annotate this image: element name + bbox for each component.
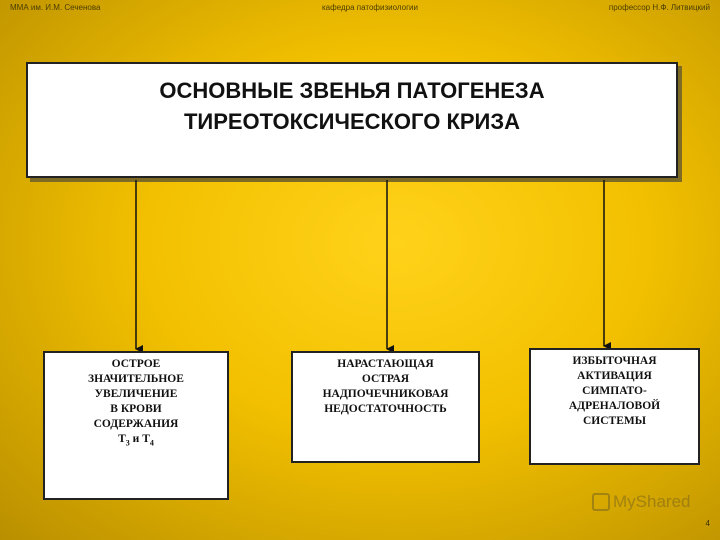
box-2-line: НЕДОСТАТОЧНОСТЬ — [324, 403, 447, 415]
box-3-line: ИЗБЫТОЧНАЯ — [572, 355, 657, 367]
box-3-line: АДРЕНАЛОВОЙ — [568, 400, 661, 412]
box-1-hormones — [45, 432, 227, 450]
box-1-line: УВЕЛИЧЕНИЕ — [94, 388, 178, 400]
box-2-line: НАДПОЧЕЧНИКОВАЯ — [322, 388, 449, 400]
hormone-t3-sub: 3 — [125, 438, 130, 448]
box-3-line: АКТИВАЦИЯ — [577, 370, 652, 382]
box-1-line: ЗНАЧИТЕЛЬНОЕ — [88, 373, 184, 385]
header-institution: ММА им. И.М. Сеченова — [10, 3, 101, 12]
box-hormone-increase — [43, 351, 229, 500]
box-2-line: НАРАСТАЮЩАЯ — [337, 358, 434, 370]
page-number: 4 — [705, 519, 710, 528]
watermark — [592, 492, 690, 512]
presentation-logo-icon — [592, 493, 610, 511]
box-2-line: ОСТРАЯ — [361, 373, 410, 385]
box-adrenal-insufficiency — [291, 351, 480, 463]
box-3-line: СИСТЕМЫ — [582, 415, 647, 427]
hormone-t4-letter: Т — [142, 433, 150, 445]
box-1-line: ОСТРОЕ — [111, 358, 161, 370]
box-1-line: В КРОВИ — [110, 403, 162, 415]
title-line-2: ТИРЕОТОКСИЧЕСКОГО КРИЗА — [183, 109, 521, 134]
title-line-1: ОСНОВНЫЕ ЗВЕНЬЯ ПАТОГЕНЕЗА — [159, 78, 545, 103]
header-department: кафедра патофизиологии — [322, 3, 418, 12]
box-3-line: СИМПАТО- — [582, 385, 647, 397]
watermark-text: MyShared — [613, 492, 691, 511]
box-1-line: СОДЕРЖАНИЯ — [93, 418, 179, 430]
hormone-t3-letter: Т — [118, 433, 126, 445]
hormone-and: и — [132, 433, 140, 445]
header-author: профессор Н.Ф. Литвицкий — [608, 3, 710, 12]
box-sympathoadrenal-activation — [529, 348, 700, 465]
hormone-t4-sub: 4 — [149, 438, 154, 448]
